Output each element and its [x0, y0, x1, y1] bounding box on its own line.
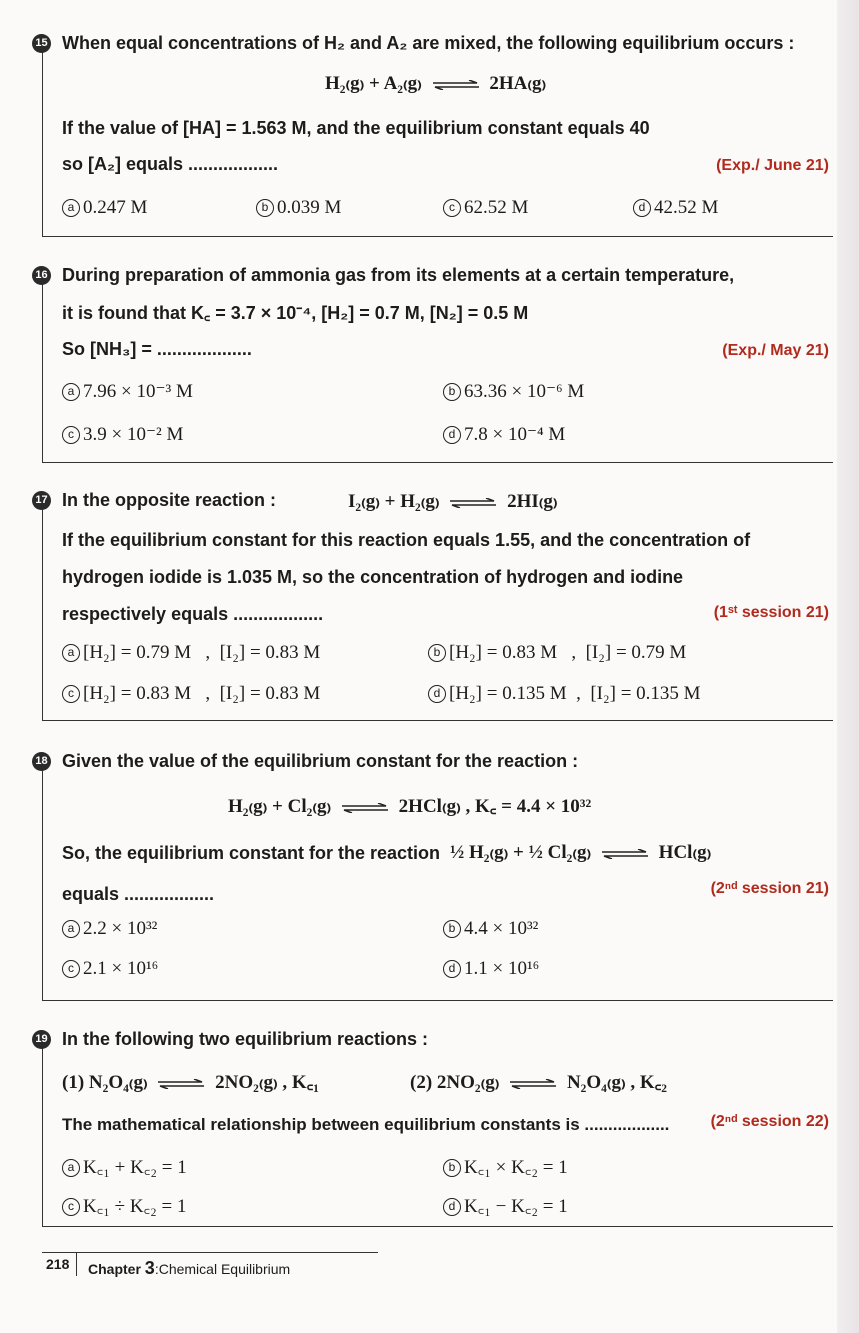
equation-left: I₂₍g₎ + H₂₍g₎ — [348, 491, 440, 512]
option-letter-icon: b — [443, 383, 461, 401]
answer-option-a[interactable] — [62, 380, 193, 403]
answer-option-a[interactable] — [62, 197, 147, 219]
equation-left: H₂₍g₎ + Cl₂₍g₎ — [228, 796, 332, 817]
equilibrium-arrow-icon — [158, 1079, 204, 1089]
question-text: so [A₂] equals .................. — [62, 154, 279, 174]
question-text: In the following two equilibrium reactions : — [62, 1029, 429, 1049]
option-letter-icon: d — [443, 426, 461, 444]
option-text: 2.1 × 10¹⁶ — [83, 958, 159, 979]
equation-right: 2HI₍g₎ — [507, 491, 558, 512]
question-text: respectively equals .................. — [62, 604, 324, 624]
question-text: So [NH₃] = ................... — [62, 339, 252, 359]
question-text: When equal concentrations of H₂ and A₂ are mixed, the following equilibrium occurs : — [62, 33, 795, 53]
option-letter-icon: c — [62, 960, 80, 978]
chapter-label — [88, 1258, 290, 1279]
question-text: If the value of [HA] = 1.563 M, and the equilibrium constant equals 40 — [62, 118, 650, 138]
option-text: 2.2 × 10³² — [83, 918, 158, 939]
option-text: 63.36 × 10⁻⁶ M — [464, 381, 585, 402]
reaction-equation-2 — [450, 841, 711, 864]
option-letter-icon: b — [443, 920, 461, 938]
option-text: K꜀₁ ÷ K꜀₂ = 1 — [83, 1196, 187, 1217]
answer-option-d[interactable] — [633, 197, 718, 219]
equation-right: 2HCl₍g₎ , K꜀ = 4.4 × 10³² — [398, 796, 592, 817]
option-text: [H₂] = 0.83 M , [I₂] = 0.79 M — [449, 642, 687, 663]
chapter-title: :Chemical Equilibrium — [154, 1261, 291, 1277]
option-text: 7.96 × 10⁻³ M — [83, 381, 193, 402]
answer-option-c[interactable] — [62, 683, 320, 705]
answer-option-c[interactable] — [62, 423, 183, 446]
equilibrium-arrow-icon — [450, 498, 496, 508]
option-text: [H₂] = 0.135 M , [I₂] = 0.135 M — [449, 683, 701, 704]
exam-source: (Exp./ May 21) — [722, 342, 829, 359]
option-text: 7.8 × 10⁻⁴ M — [464, 424, 566, 445]
answer-option-b[interactable] — [443, 918, 538, 940]
exam-source: (2ⁿᵈ session 22) — [710, 1113, 829, 1130]
chapter-number: 3 — [144, 1258, 155, 1278]
option-text: 0.039 M — [277, 197, 342, 218]
option-letter-icon: d — [428, 685, 446, 703]
option-text: [H₂] = 0.79 M , [I₂] = 0.83 M — [83, 642, 321, 663]
reaction-equation — [228, 792, 591, 818]
reaction-equation-2 — [410, 1068, 667, 1094]
option-text: 62.52 M — [464, 197, 529, 218]
page-footer — [42, 1252, 378, 1278]
footer-rule — [42, 1252, 378, 1253]
equation-left: ½ H₂₍g₎ + ½ Cl₂₍g₎ — [450, 842, 592, 863]
question-number-badge: 18 — [32, 752, 51, 771]
option-letter-icon: c — [62, 1198, 80, 1216]
reaction-equation — [348, 490, 558, 513]
answer-option-b[interactable] — [443, 380, 584, 403]
question-text: equals .................. — [62, 884, 215, 904]
exam-source: (2ⁿᵈ session 21) — [710, 880, 829, 897]
question-text: If the equilibrium constant for this reaction equals 1.55, and the concentration of — [62, 530, 751, 550]
question-number-badge: 15 — [32, 34, 51, 53]
question-text: During preparation of ammonia gas from its elements at a certain temperature, — [62, 265, 735, 285]
answer-option-d[interactable] — [443, 1192, 568, 1218]
option-letter-icon: b — [443, 1159, 461, 1177]
option-text: 0.247 M — [83, 197, 148, 218]
page-number: 218 — [46, 1256, 70, 1272]
option-letter-icon: c — [62, 685, 80, 703]
answer-option-b[interactable] — [428, 642, 686, 664]
equation-right: HCl₍g₎ — [658, 842, 712, 863]
footer-divider — [76, 1252, 77, 1276]
chapter-word: Chapter — [88, 1261, 141, 1277]
equation-right: 2NO₂₍g₎ , K꜀₁ — [215, 1072, 319, 1093]
question-text: So, the equilibrium constant for the reaction — [62, 843, 441, 863]
option-letter-icon: d — [633, 199, 651, 217]
option-text: [H₂] = 0.83 M , [I₂] = 0.83 M — [83, 683, 321, 704]
reaction-equation — [62, 1068, 319, 1094]
equilibrium-arrow-icon — [510, 1079, 556, 1089]
answer-option-c[interactable] — [62, 1192, 186, 1218]
answer-option-c[interactable] — [443, 197, 528, 219]
exam-source: (1ˢᵗ session 21) — [713, 604, 829, 621]
equilibrium-arrow-icon — [342, 803, 388, 813]
question-text: it is found that K꜀ = 3.7 × 10⁻⁴, [H₂] = 0.7 M, [N₂] = 0.5 M — [62, 303, 529, 323]
option-text: K꜀₁ − K꜀₂ = 1 — [464, 1196, 568, 1217]
answer-option-d[interactable] — [428, 683, 701, 705]
option-text: 3.9 × 10⁻² M — [83, 424, 184, 445]
equation-right: 2HA₍g₎ — [489, 73, 547, 94]
answer-option-a[interactable] — [62, 1153, 187, 1179]
question-text: hydrogen iodide is 1.035 M, so the concentration of hydrogen and iodine — [62, 567, 684, 587]
option-letter-icon: d — [443, 960, 461, 978]
equilibrium-arrow-icon — [602, 849, 648, 859]
question-number-badge: 19 — [32, 1030, 51, 1049]
exam-source: (Exp./ June 21) — [716, 157, 829, 174]
option-letter-icon: b — [256, 199, 274, 217]
option-text: 4.4 × 10³² — [464, 918, 539, 939]
question-text: The mathematical relationship between equilibrium constants is .................. — [62, 1115, 670, 1134]
question-text: Given the value of the equilibrium constant for the reaction : — [62, 751, 579, 771]
answer-option-a[interactable] — [62, 918, 157, 940]
question-text: In the opposite reaction : — [62, 490, 277, 510]
question-number-badge: 17 — [32, 491, 51, 510]
option-letter-icon: c — [443, 199, 461, 217]
option-text: K꜀₁ + K꜀₂ = 1 — [83, 1157, 187, 1178]
answer-option-d[interactable] — [443, 423, 565, 446]
equation-left: (1) N₂O₄₍g₎ — [62, 1072, 148, 1093]
equation-left: H₂₍g₎ + A₂₍g₎ — [325, 73, 422, 94]
option-letter-icon: a — [62, 920, 80, 938]
answer-option-c[interactable] — [62, 958, 158, 980]
equilibrium-arrow-icon — [433, 80, 479, 90]
option-letter-icon: a — [62, 383, 80, 401]
option-letter-icon: a — [62, 199, 80, 217]
equation-left: (2) 2NO₂₍g₎ — [410, 1072, 500, 1093]
option-letter-icon: c — [62, 426, 80, 444]
answer-option-a[interactable] — [62, 642, 320, 664]
option-text: 1.1 × 10¹⁶ — [464, 958, 540, 979]
option-text: 42.52 M — [654, 197, 719, 218]
answer-option-b[interactable] — [256, 197, 341, 219]
option-letter-icon: d — [443, 1198, 461, 1216]
answer-option-d[interactable] — [443, 958, 539, 980]
option-letter-icon: a — [62, 644, 80, 662]
page-edge — [837, 0, 859, 1333]
reaction-equation — [325, 72, 546, 95]
equation-right: N₂O₄₍g₎ , K꜀₂ — [566, 1072, 667, 1093]
option-text: K꜀₁ × K꜀₂ = 1 — [464, 1157, 568, 1178]
option-letter-icon: b — [428, 644, 446, 662]
question-number-badge: 16 — [32, 266, 51, 285]
option-letter-icon: a — [62, 1159, 80, 1177]
answer-option-b[interactable] — [443, 1153, 568, 1179]
